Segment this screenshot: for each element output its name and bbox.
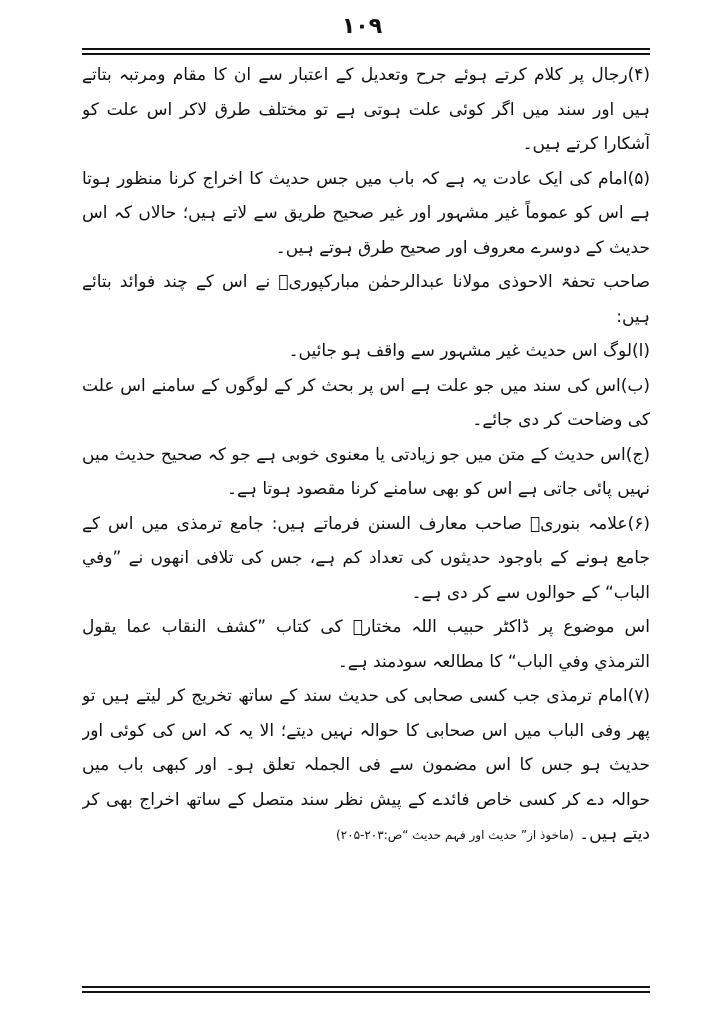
paragraph-7-companion	[82, 679, 650, 853]
paragraph-benefit-alif: (ا)لوگ اس حدیث غیر مشہور سے واقف ہو جائیں۔	[288, 341, 650, 361]
header-rule-bottom	[82, 53, 650, 55]
paragraph-4-narrators: (۴)رجال پر کلام کرتے ہوئے جرح وتعدیل کے اعتبار سے ان کا مقام ومرتبہ بتاتے ہیں اور سند میں اگر کوئی علت ہوتی ہے تو مختلف طرق لاکر اس علت کو آشکارا کرتے ہیں۔	[82, 65, 650, 154]
header-rule-top	[82, 48, 650, 50]
paragraph-6-banuri: (۶)علامہ بنوریؒ صاحب معارف السنن فرماتے ہیں: جامع ترمذی میں اس کے جامع ہونے کے باوجود حدیثوں کی تعداد کم ہے، جس کی تلافی انھوں نے ”وفي الباب“ کے حوالوں سے کر دی ہے۔	[82, 513, 650, 603]
paragraph-7-text: (۷)امام ترمذی جب کسی صحابی کی حدیث سند کے ساتھ تخریج کر لیتے ہیں تو پھر وفی الباب میں اس صحابی کا حوالہ نہیں دیتے؛ الا یہ کہ اس کی کوئی اور حدیث ہو جس کا اس مضمون سے فی الجملہ تعلق ہو۔ اور کبھی باب میں حوالہ دے کر کسی خاص فائدے کے پیش نظر سند متصل کے ساتھ اخراج بھی کر دیتے ہیں۔	[82, 686, 650, 844]
paragraph-benefit-jeem: (ج)اس حدیث کے متن میں جو زیادتی یا معنوی خوبی ہے جو کہ صحیح حدیث میں نہیں پائی جاتی ہے اس کو بھی سامنے کرنا مقصود ہوتا ہے۔	[82, 444, 650, 499]
page-number: ١٠٩	[341, 14, 383, 39]
paragraph-kashf-book: اس موضوع پر ڈاکٹر حبیب اللہ مختارؒ کی کتاب ”کشف النقاب عما يقول الترمذي وفي الباب“ کا مطالعہ سودمند ہے۔	[82, 617, 650, 672]
paragraph-tuhfa-intro: صاحب تحفۃ الاحوذی مولانا عبدالرحمٰن مبارکپوریؒ نے اس کے چند فوائد بتائے ہیں:	[82, 272, 650, 327]
footer-rule-bottom	[82, 991, 650, 993]
source-citation: (ماخوذ از” حدیث اور فہم حدیث “ص:۲۰۳-۲۰۵)	[335, 828, 574, 842]
page-body	[82, 58, 650, 980]
footer-rule-top	[82, 986, 650, 988]
paragraph-5-habit: (۵)امام کی ایک عادت یہ ہے کہ باب میں جس حدیث کا اخراج کرنا منظور ہوتا ہے اس کو عموماً غیر مشہور اور غیر صحیح طریق سے لاتے ہیں؛ حالاں کہ اس حدیث کے دوسرے معروف اور صحیح طرق ہوتے ہیں۔	[82, 168, 650, 258]
paragraph-benefit-be: (ب)اس کی سند میں جو علت ہے اس پر بحث کر کے لوگوں کے سامنے اس علت کی وضاحت کر دی جائے۔	[82, 375, 650, 430]
